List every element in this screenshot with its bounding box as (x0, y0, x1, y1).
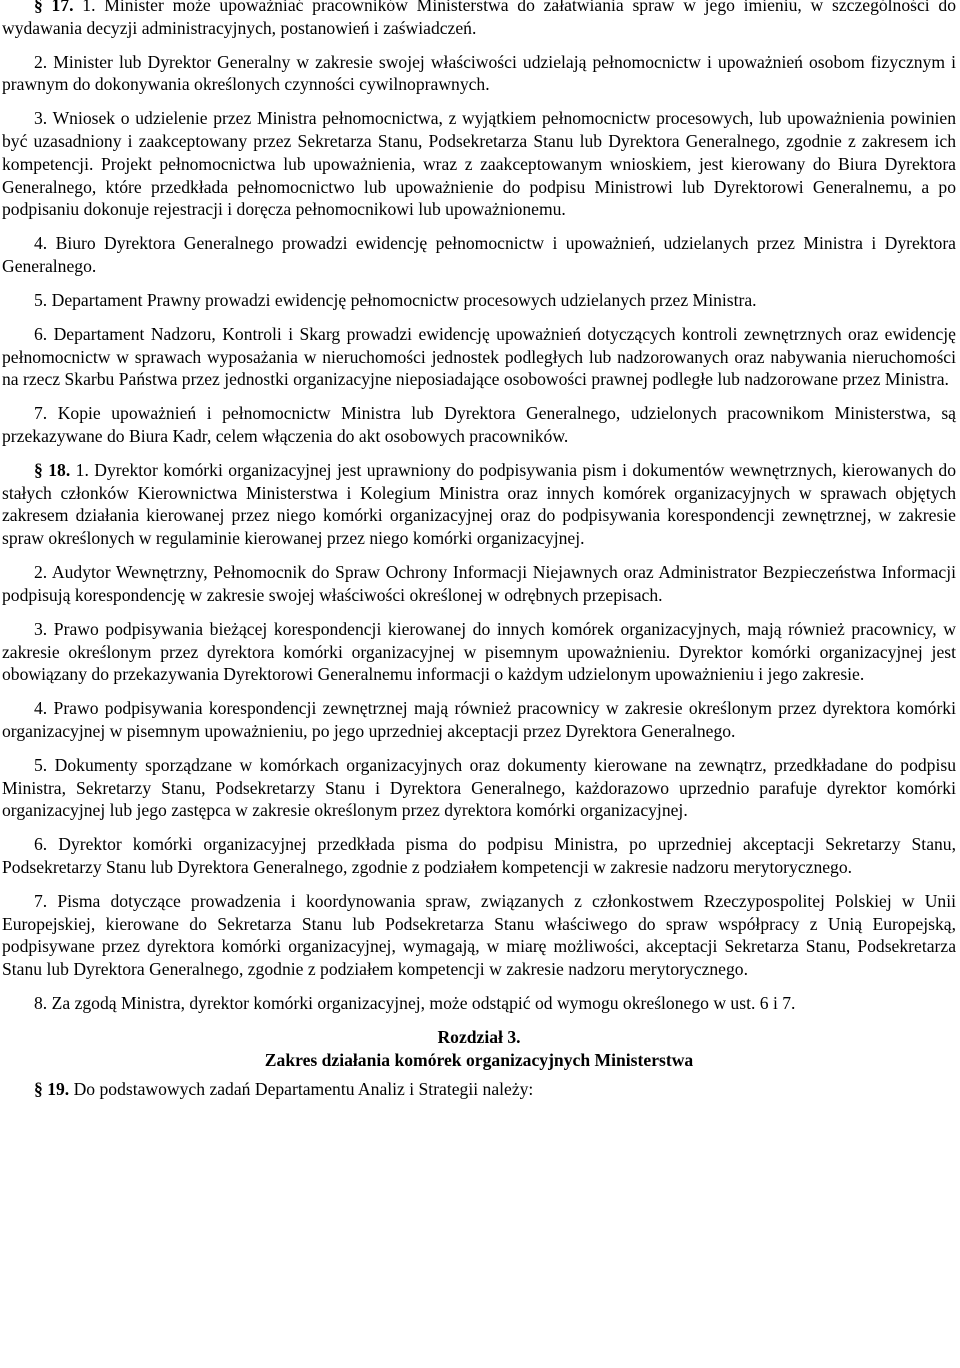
paragraph-number: 5. (34, 289, 48, 310)
paragraph-text: Wniosek o udzielenie przez Ministra pełnomocnictwa, z wyjątkiem pełnomocnictw procesowych, lub upoważnienia powinien być uzasadniony i zaakceptowany przez Sekretarza Stanu, Podsekretarza Stanu lub Dyrektora Generalnego, zgodnie z zakresem ich kompetencji. Projekt pełnomocnictwa lub upoważnienia, wraz z zaakceptowanym wnioskiem, jest kierowany do Biura Dyrektora Generalnego, które przedkłada pełnomocnictwo lub upoważnienie do podpisu Ministrowi lub Dyrektorowi Generalnemu, a po podpisaniu dokonuje rejestracji i doręcza pełnomocnikowi lub upoważnionemu. (2, 108, 956, 220)
paragraph-18-6 (2, 833, 956, 878)
paragraph-text: Kopie upoważnień i pełnomocnictw Ministra lub Dyrektora Generalnego, udzielonych pracownikom Ministerstwa, są przekazywane do Biura Kadr, celem włączenia do akt osobowych pracowników. (2, 403, 956, 447)
paragraph-text: Pisma dotyczące prowadzenia i koordynowania spraw, związanych z członkostwem Rzeczypospolitej Polskiej w Unii Europejskiej, kierowane do Sekretarza Stanu lub Podsekretarza Stanu właściwego do spraw współpracy z Unią Europejską, podpisywane przez dyrektora komórki organizacyjnej, wymagają, w miarę możliwości, akceptacji Sekretarza Stanu, Podsekretarza Stanu lub Dyrektora Generalnego, zgodnie z podziałem kompetencji w zakresie nadzoru merytorycznego. (2, 891, 956, 980)
paragraph-19 (2, 1078, 956, 1101)
paragraph-18-2 (2, 561, 956, 606)
paragraph-number: 1. (75, 460, 89, 481)
paragraph-number: 3. (34, 618, 48, 639)
paragraph-number: 7. (34, 891, 48, 912)
paragraph-text: Prawo podpisywania korespondencji zewnętrznej mają również pracownicy w zakresie określonym przez dyrektora komórki organizacyjnej w pisemnym upoważnieniu, po jego uprzedniej akceptacji przez Dyrektora Generalnego. (2, 698, 956, 741)
paragraph-number: 3. (34, 108, 48, 129)
paragraph-number: 6. (34, 834, 48, 855)
paragraph-text: Minister może upoważniać pracowników Ministerstwa do załatwiania spraw w jego imieniu, w szczególności do wydawania decyzji administracyjnych, postanowień i zaświadczeń. (2, 0, 957, 38)
paragraph-17-3 (2, 107, 956, 221)
paragraph-18-7 (2, 890, 956, 981)
paragraph-17-6 (2, 323, 956, 391)
chapter-label: Rozdział 3. (437, 1027, 521, 1048)
paragraph-18-8 (2, 992, 956, 1015)
section-mark: § 18. (34, 460, 71, 481)
section-mark: § 17. (34, 0, 74, 15)
paragraph-17-2 (2, 51, 956, 96)
paragraph-number: 5. (34, 754, 48, 775)
paragraph-text: Prawo podpisywania bieżącej korespondencji kierowanej do innych komórek organizacyjnych, mają również pracownicy, w zakresie określonym przez dyrektora komórki organizacyjnej w pisemnym upoważnieniu. Dyrektor komórki organizacyjnej jest obowiązany do przekazywania Dyrektorowi Generalnemu informacji o każdym udzielonym upoważnieniu i jego zakresie. (2, 618, 956, 685)
paragraph-17-4 (2, 232, 956, 277)
paragraph-17-5 (2, 289, 956, 312)
paragraph-text: Departament Nadzoru, Kontroli i Skarg prowadzi ewidencję upoważnień dotyczących kontroli zewnętrznych oraz ewidencję pełnomocnictw w sprawach wyposażania w nieruchomości jednostek podległych lub nadzorowanych oraz nabywania nieruchomości na rzecz Skarbu Państwa przez jednostki organizacyjne nieposiadające osobowości prawnej podległe lub nadzorowane przez Ministra. (2, 323, 956, 390)
paragraph-text: Do podstawowych zadań Departamentu Analiz i Strategii należy: (73, 1078, 534, 1099)
paragraph-text: Departament Prawny prowadzi ewidencję pełnomocnictw procesowych udzielanych przez Ministra. (51, 289, 757, 310)
paragraph-18-1 (2, 459, 956, 550)
paragraph-number: 4. (34, 698, 48, 719)
paragraph-17-1 (2, 0, 956, 39)
paragraph-18-4 (2, 697, 956, 742)
paragraph-text: Minister lub Dyrektor Generalny w zakresie swojej właściwości udzielają pełnomocnictw i upoważnień osobom fizycznym i prawnym do dokonywania określonych czynności cywilnoprawnych. (2, 51, 956, 95)
paragraph-17-7 (2, 402, 956, 447)
paragraph-number: 4. (34, 233, 48, 254)
paragraph-text: Dyrektor komórki organizacyjnej przedkłada pisma do podpisu Ministra, po uprzedniej akceptacji Sekretarzy Stanu, Podsekretarzy Stanu lub Dyrektora Generalnego, zgodnie z podziałem kompetencji w zakresie nadzoru merytorycznego. (2, 834, 957, 878)
paragraph-text: Dokumenty sporządzane w komórkach organizacyjnych oraz dokumenty kierowane na zewnątrz, przedkładane do podpisu Ministra, Sekretarzy Stanu, Podsekretarzy Stanu i Dyrektora Generalnego, każdorazowo uprzednio parafuje dyrektor komórki organizacyjnej lub jego zastępca w zakresie określonym przez dyrektora komórki organizacyjnej. (2, 754, 957, 821)
paragraph-number: 8. (34, 993, 48, 1014)
paragraph-18-3 (2, 618, 956, 686)
paragraph-text: Za zgodą Ministra, dyrektor komórki organizacyjnej, może odstąpić od wymogu określonego w ust. 6 i 7. (51, 993, 796, 1014)
paragraph-text: Dyrektor komórki organizacyjnej jest uprawniony do podpisywania pism i dokumentów wewnętrznych, kierowanych do stałych członków Kierownictwa Ministerstwa i Kolegium Ministra oraz innych komórek organizacyjnych w sprawach objętych zakresem działania kierowanej przez niego komórki organizacyjnej oraz do podpisywania korespondencji zewnętrznej, w zakresie spraw określonych w regulaminie kierowanej przez niego komórki organizacyjnej. (2, 460, 957, 549)
paragraph-text: Audytor Wewnętrzny, Pełnomocnik do Spraw Ochrony Informacji Niejawnych oraz Administrator Bezpieczeństwa Informacji podpisują korespondencję w zakresie swojej właściwości określonej w odrębnych przepisach. (2, 562, 957, 605)
chapter-heading (2, 1026, 956, 1071)
paragraph-text: Biuro Dyrektora Generalnego prowadzi ewidencję pełnomocnictw i upoważnień, udzielanych przez Ministra i Dyrektora Generalnego. (2, 233, 956, 276)
paragraph-number: 2. (34, 51, 48, 72)
section-mark: § 19. (34, 1078, 70, 1099)
paragraph-number: 6. (34, 323, 48, 344)
chapter-title: Zakres działania komórek organizacyjnych Ministerstwa (264, 1049, 694, 1070)
paragraph-number: 2. (34, 562, 48, 583)
paragraph-number: 7. (34, 403, 48, 424)
paragraph-18-5 (2, 754, 956, 822)
paragraph-number: 1. (82, 0, 96, 15)
